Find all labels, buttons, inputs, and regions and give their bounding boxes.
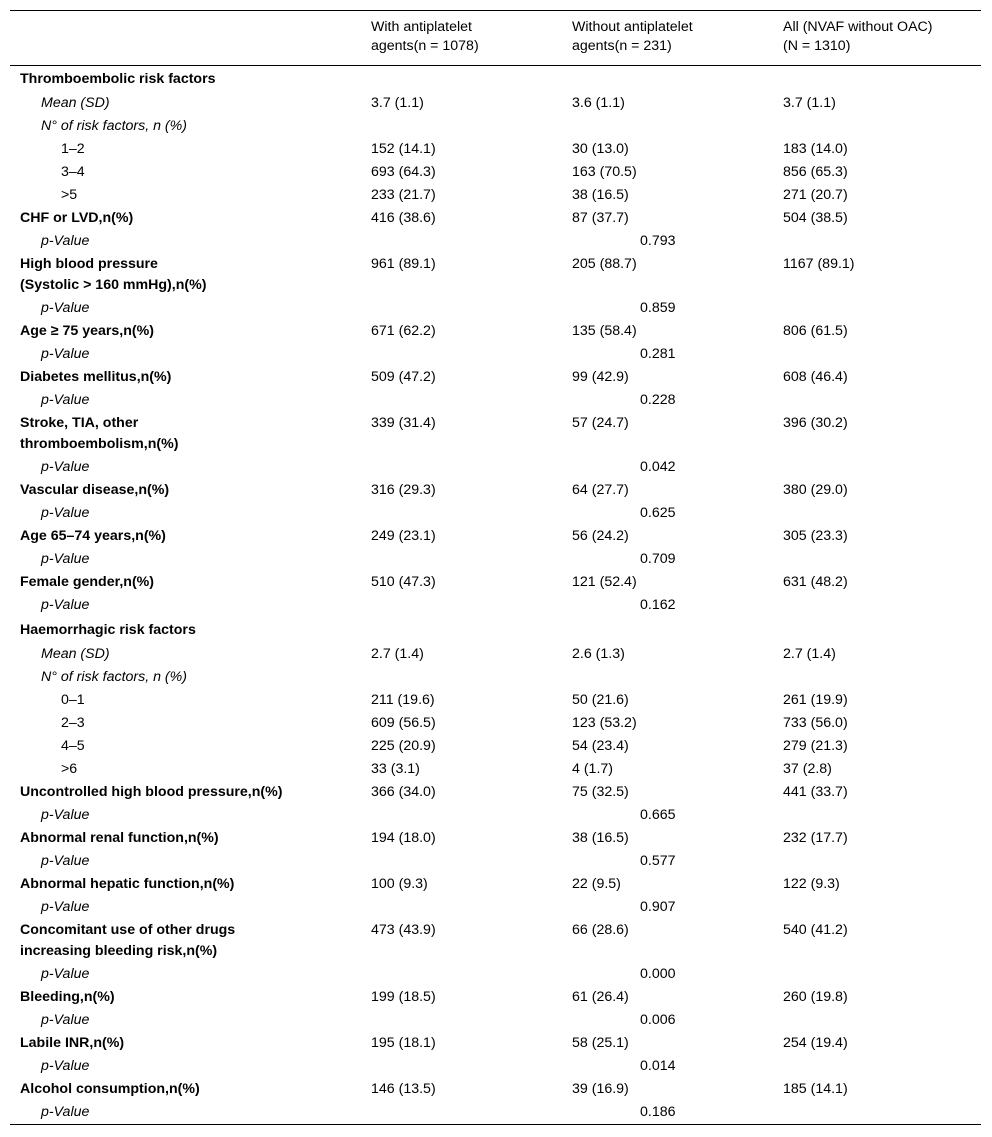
without-antiplatelet-value: 121 (52.4) <box>572 574 637 590</box>
all-nvaf-value: 380 (29.0) <box>783 482 848 498</box>
without-antiplatelet-value: 75 (32.5) <box>572 784 629 800</box>
without-antiplatelet-value: 163 (70.5) <box>572 164 637 180</box>
header-with-antiplatelet: With antiplatelet agents(n = 1078) <box>371 19 479 54</box>
row-label: Thromboembolic risk factors <box>20 71 216 87</box>
row-label: Stroke, TIA, other thromboembolism,n(%) <box>20 415 179 452</box>
row-label: Concomitant use of other drugs increasing bleeding risk,n(%) <box>20 922 236 959</box>
with-antiplatelet-value: 416 (38.6) <box>371 210 436 226</box>
p-value-row <box>10 343 981 366</box>
without-antiplatelet-value: 50 (21.6) <box>572 692 629 708</box>
table-row <box>10 666 981 689</box>
with-antiplatelet-value: 316 (29.3) <box>371 482 436 498</box>
all-nvaf-value: 3.7 (1.1) <box>783 95 836 111</box>
without-antiplatelet-value: 123 (53.2) <box>572 715 637 731</box>
header-all-nvaf: All (NVAF without OAC) (N = 1310) <box>783 19 933 54</box>
p-value: 0.281 <box>640 346 676 362</box>
row-label: Mean (SD) <box>41 95 110 111</box>
row-label: Female gender,n(%) <box>20 574 155 590</box>
row-label: 1–2 <box>61 141 85 157</box>
all-nvaf-value: 441 (33.7) <box>783 784 848 800</box>
p-value-row <box>10 548 981 571</box>
without-antiplatelet-value: 61 (26.4) <box>572 989 629 1005</box>
row-label: p-Value <box>41 1104 90 1120</box>
all-nvaf-value: 608 (46.4) <box>783 369 848 385</box>
with-antiplatelet-value: 3.7 (1.1) <box>371 95 424 111</box>
without-antiplatelet-value: 56 (24.2) <box>572 528 629 544</box>
p-value-row <box>10 594 981 617</box>
p-value: 0.859 <box>640 300 676 316</box>
p-value: 0.000 <box>640 966 676 982</box>
row-label: >6 <box>61 761 78 777</box>
table-row <box>10 712 981 735</box>
risk-factors-table <box>10 10 981 1125</box>
p-value: 0.793 <box>640 233 676 249</box>
p-value-row <box>10 1009 981 1032</box>
with-antiplatelet-value: 33 (3.1) <box>371 761 420 777</box>
without-antiplatelet-value: 66 (28.6) <box>572 922 629 938</box>
without-antiplatelet-value: 87 (37.7) <box>572 210 629 226</box>
row-label: High blood pressure (Systolic > 160 mmHg),n(%) <box>20 256 207 293</box>
without-antiplatelet-value: 57 (24.7) <box>572 415 629 431</box>
row-label: N° of risk factors, n (%) <box>41 669 187 685</box>
all-nvaf-value: 185 (14.1) <box>783 1081 848 1097</box>
with-antiplatelet-value: 194 (18.0) <box>371 830 436 846</box>
with-antiplatelet-value: 509 (47.2) <box>371 369 436 385</box>
all-nvaf-value: 631 (48.2) <box>783 574 848 590</box>
row-label: p-Value <box>41 966 90 982</box>
p-value: 0.186 <box>640 1104 676 1120</box>
table-row <box>10 161 981 184</box>
all-nvaf-value: 733 (56.0) <box>783 715 848 731</box>
p-value-row <box>10 1101 981 1124</box>
all-nvaf-value: 122 (9.3) <box>783 876 840 892</box>
p-value: 0.228 <box>640 392 676 408</box>
all-nvaf-value: 183 (14.0) <box>783 141 848 157</box>
with-antiplatelet-value: 225 (20.9) <box>371 738 436 754</box>
table-row <box>10 207 981 230</box>
without-antiplatelet-value: 38 (16.5) <box>572 830 629 846</box>
row-label: p-Value <box>41 392 90 408</box>
table-row <box>10 320 981 343</box>
p-value-row <box>10 850 981 873</box>
p-value-row <box>10 1055 981 1078</box>
table-row <box>10 115 981 138</box>
row-label: Abnormal hepatic function,n(%) <box>20 876 235 892</box>
row-label: Bleeding,n(%) <box>20 989 115 1005</box>
row-label: p-Value <box>41 807 90 823</box>
all-nvaf-value: 1167 (89.1) <box>783 256 855 272</box>
with-antiplatelet-value: 693 (64.3) <box>371 164 436 180</box>
table-row <box>10 735 981 758</box>
with-antiplatelet-value: 199 (18.5) <box>371 989 436 1005</box>
row-label: Abnormal renal function,n(%) <box>20 830 219 846</box>
row-label: >5 <box>61 187 78 203</box>
table-row <box>10 571 981 594</box>
row-label: p-Value <box>41 1012 90 1028</box>
p-value: 0.162 <box>640 597 676 613</box>
all-nvaf-value: 37 (2.8) <box>783 761 832 777</box>
all-nvaf-value: 540 (41.2) <box>783 922 848 938</box>
row-label: CHF or LVD,n(%) <box>20 210 134 226</box>
without-antiplatelet-value: 4 (1.7) <box>572 761 614 777</box>
all-nvaf-value: 260 (19.8) <box>783 989 848 1005</box>
with-antiplatelet-value: 100 (9.3) <box>371 876 428 892</box>
row-label: p-Value <box>41 899 90 915</box>
all-nvaf-value: 305 (23.3) <box>783 528 848 544</box>
table-row <box>10 479 981 502</box>
without-antiplatelet-value: 38 (16.5) <box>572 187 629 203</box>
row-label: p-Value <box>41 300 90 316</box>
row-label: Diabetes mellitus,n(%) <box>20 369 172 385</box>
p-value: 0.665 <box>640 807 676 823</box>
without-antiplatelet-value: 64 (27.7) <box>572 482 629 498</box>
with-antiplatelet-value: 366 (34.0) <box>371 784 436 800</box>
row-label: Age ≥ 75 years,n(%) <box>20 323 154 339</box>
without-antiplatelet-value: 99 (42.9) <box>572 369 629 385</box>
with-antiplatelet-value: 146 (13.5) <box>371 1081 436 1097</box>
row-label: Haemorrhagic risk factors <box>20 622 196 638</box>
table-row <box>10 758 981 781</box>
all-nvaf-value: 806 (61.5) <box>783 323 848 339</box>
all-nvaf-value: 261 (19.9) <box>783 692 848 708</box>
p-value: 0.577 <box>640 853 676 869</box>
section-header-row <box>10 617 981 643</box>
table-row <box>10 827 981 850</box>
row-label: p-Value <box>41 1058 90 1074</box>
row-label: 4–5 <box>61 738 85 754</box>
row-label: p-Value <box>41 505 90 521</box>
header-without-antiplatelet: Without antiplatelet agents(n = 231) <box>572 19 693 54</box>
p-value-row <box>10 896 981 919</box>
p-value: 0.625 <box>640 505 676 521</box>
all-nvaf-value: 856 (65.3) <box>783 164 848 180</box>
p-value: 0.006 <box>640 1012 676 1028</box>
p-value-row <box>10 230 981 253</box>
table-row <box>10 919 981 963</box>
without-antiplatelet-value: 135 (58.4) <box>572 323 637 339</box>
p-value-row <box>10 804 981 827</box>
without-antiplatelet-value: 54 (23.4) <box>572 738 629 754</box>
p-value: 0.042 <box>640 459 676 475</box>
row-label: 0–1 <box>61 692 85 708</box>
table-body <box>10 66 981 1124</box>
p-value: 0.907 <box>640 899 676 915</box>
table-row <box>10 873 981 896</box>
without-antiplatelet-value: 39 (16.9) <box>572 1081 629 1097</box>
row-label: Labile INR,n(%) <box>20 1035 125 1051</box>
table-row <box>10 253 981 297</box>
table-row <box>10 184 981 207</box>
row-label: p-Value <box>41 597 90 613</box>
table-row <box>10 412 981 456</box>
row-label: Alcohol consumption,n(%) <box>20 1081 200 1097</box>
without-antiplatelet-value: 205 (88.7) <box>572 256 637 272</box>
p-value-row <box>10 456 981 479</box>
row-label: Uncontrolled high blood pressure,n(%) <box>20 784 283 800</box>
all-nvaf-value: 2.7 (1.4) <box>783 646 836 662</box>
with-antiplatelet-value: 671 (62.2) <box>371 323 436 339</box>
row-label: 2–3 <box>61 715 85 731</box>
table-row <box>10 1032 981 1055</box>
table-row <box>10 1078 981 1101</box>
with-antiplatelet-value: 473 (43.9) <box>371 922 436 938</box>
table-row <box>10 689 981 712</box>
with-antiplatelet-value: 339 (31.4) <box>371 415 436 431</box>
p-value: 0.014 <box>640 1058 676 1074</box>
with-antiplatelet-value: 961 (89.1) <box>371 256 436 272</box>
row-label: N° of risk factors, n (%) <box>41 118 187 134</box>
row-label: p-Value <box>41 853 90 869</box>
without-antiplatelet-value: 3.6 (1.1) <box>572 95 625 111</box>
with-antiplatelet-value: 233 (21.7) <box>371 187 436 203</box>
table-row <box>10 643 981 666</box>
p-value-row <box>10 389 981 412</box>
with-antiplatelet-value: 195 (18.1) <box>371 1035 436 1051</box>
p-value-row <box>10 963 981 986</box>
with-antiplatelet-value: 2.7 (1.4) <box>371 646 424 662</box>
p-value-row <box>10 297 981 320</box>
table-row <box>10 138 981 161</box>
with-antiplatelet-value: 249 (23.1) <box>371 528 436 544</box>
all-nvaf-value: 279 (21.3) <box>783 738 848 754</box>
all-nvaf-value: 232 (17.7) <box>783 830 848 846</box>
row-label: 3–4 <box>61 164 85 180</box>
row-label: Vascular disease,n(%) <box>20 482 170 498</box>
all-nvaf-value: 254 (19.4) <box>783 1035 848 1051</box>
row-label: p-Value <box>41 346 90 362</box>
without-antiplatelet-value: 30 (13.0) <box>572 141 629 157</box>
table-row <box>10 92 981 115</box>
with-antiplatelet-value: 510 (47.3) <box>371 574 436 590</box>
table-row <box>10 525 981 548</box>
p-value: 0.709 <box>640 551 676 567</box>
all-nvaf-value: 504 (38.5) <box>783 210 848 226</box>
row-label: p-Value <box>41 233 90 249</box>
all-nvaf-value: 396 (30.2) <box>783 415 848 431</box>
table-row <box>10 986 981 1009</box>
row-label: Mean (SD) <box>41 646 110 662</box>
table-header <box>10 11 981 66</box>
row-label: p-Value <box>41 551 90 567</box>
row-label: p-Value <box>41 459 90 475</box>
section-header-row <box>10 66 981 92</box>
table-row <box>10 366 981 389</box>
p-value-row <box>10 502 981 525</box>
table-row <box>10 781 981 804</box>
without-antiplatelet-value: 58 (25.1) <box>572 1035 629 1051</box>
with-antiplatelet-value: 609 (56.5) <box>371 715 436 731</box>
row-label: Age 65–74 years,n(%) <box>20 528 166 544</box>
with-antiplatelet-value: 211 (19.6) <box>371 692 435 708</box>
all-nvaf-value: 271 (20.7) <box>783 187 848 203</box>
without-antiplatelet-value: 22 (9.5) <box>572 876 621 892</box>
without-antiplatelet-value: 2.6 (1.3) <box>572 646 625 662</box>
with-antiplatelet-value: 152 (14.1) <box>371 141 436 157</box>
